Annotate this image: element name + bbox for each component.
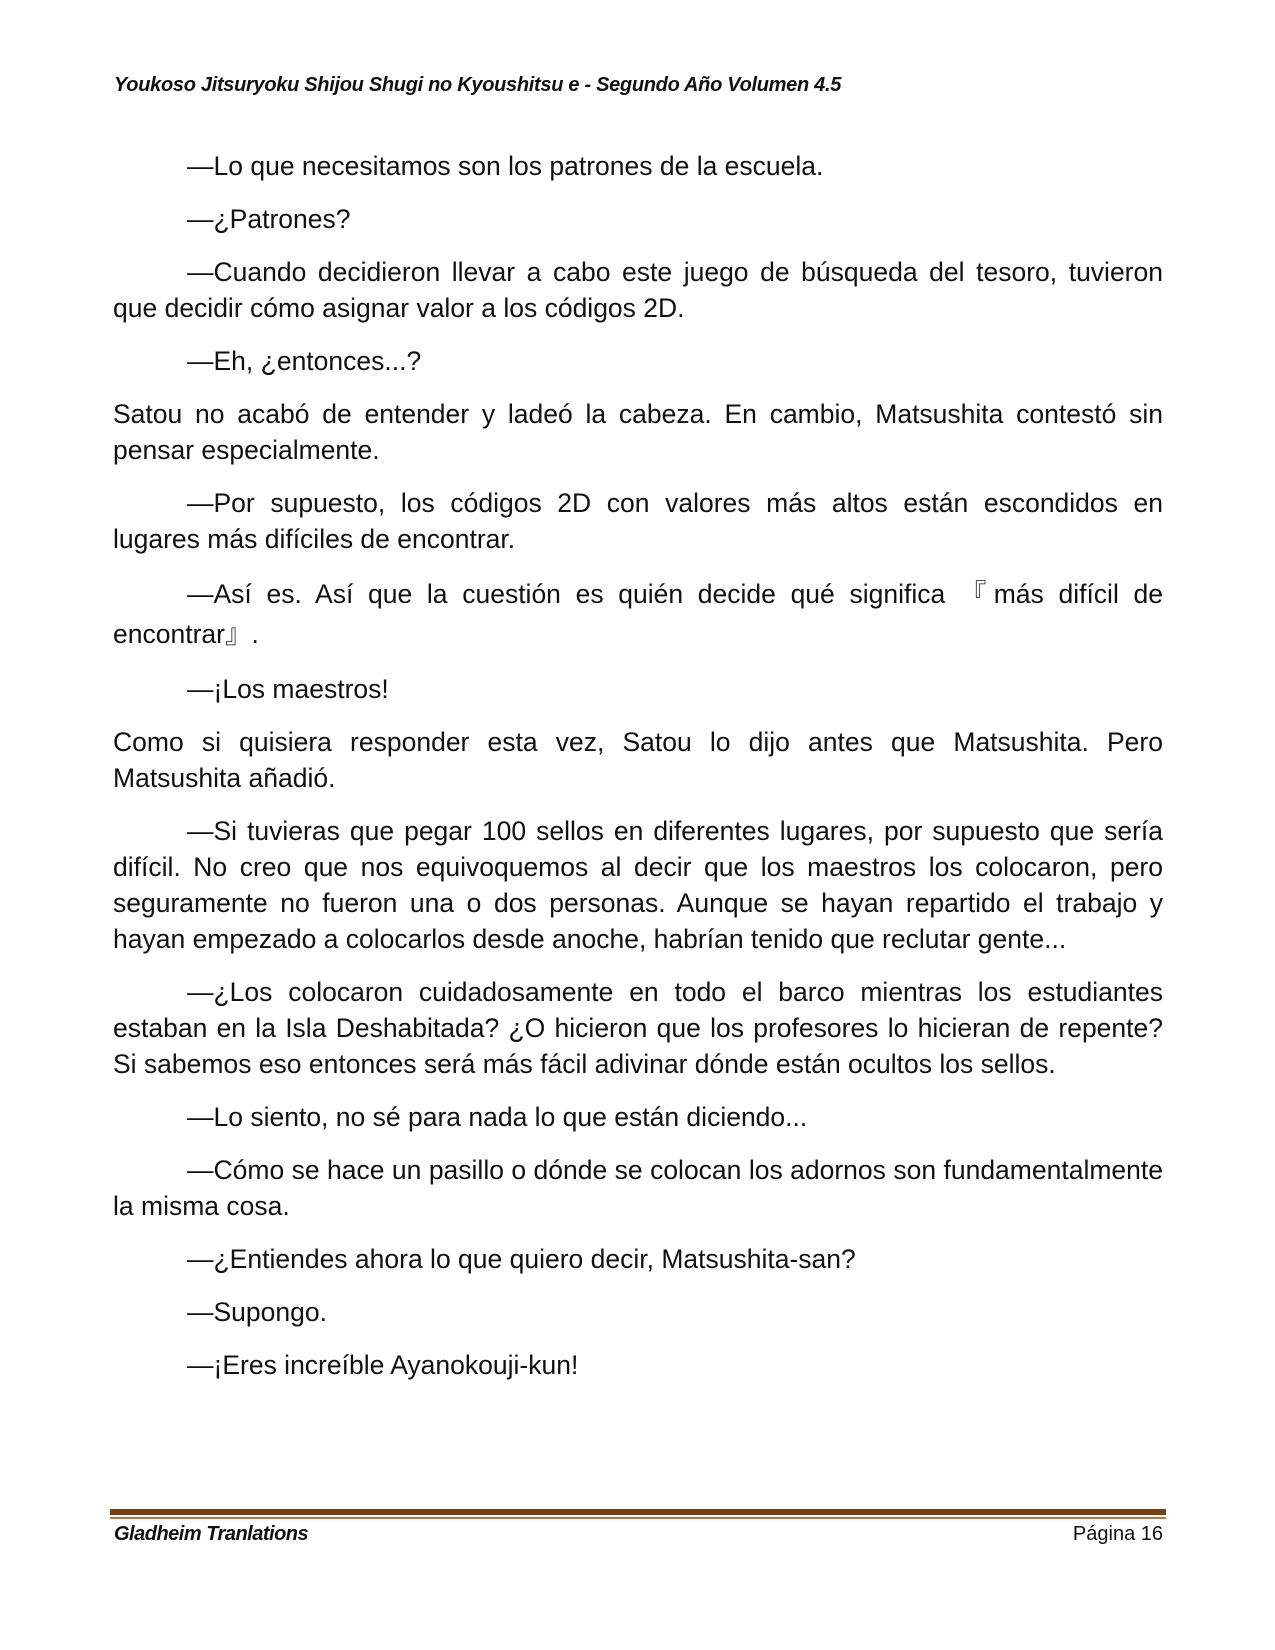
paragraph: —Cuando decidieron llevar a cabo este juego de búsqueda del tesoro, tuvieron que decidir cómo asignar valor a los códigos 2D. <box>113 257 1163 323</box>
paragraph: —Lo siento, no sé para nada lo que están diciendo... <box>187 1102 808 1132</box>
paragraph: —Eh, ¿entonces...? <box>187 346 422 376</box>
footer-divider <box>110 1509 1166 1515</box>
paragraph: —Supongo. <box>187 1297 327 1327</box>
page-number: Página 16 <box>1072 1523 1163 1545</box>
paragraph: —¡Eres increíble Ayanokouji-kun! <box>187 1350 579 1380</box>
paragraph: —Así es. Así que la cuestión es quién decide qué significa 『más difícil de encontrar』. <box>113 579 1163 649</box>
paragraph: —Lo que necesitamos son los patrones de la escuela. <box>187 151 824 181</box>
paragraph: —¿Los colocaron cuidadosamente en todo el barco mientras los estudiantes estaban en la Isla Deshabitada? ¿O hicieron que los profesores lo hicieran de repente? Si sabemos eso entonces será más fácil adivinar dónde están ocultos los sellos. <box>113 977 1163 1079</box>
footer-credit: Gladheim Tranlations <box>114 1523 309 1545</box>
footer-divider-thin <box>110 1517 1166 1519</box>
paragraph: —Si tuvieras que pegar 100 sellos en diferentes lugares, por supuesto que sería difícil. No creo que nos equivoquemos al decir que los maestros los colocaron, pero seguramente no fueron una o dos personas. Aunque se hayan repartido el trabajo y hayan empezado a colocarlos desde anoche, habrían tenido que reclutar gente... <box>113 816 1163 954</box>
page-body <box>113 148 1163 1400</box>
paragraph: —¡Los maestros! <box>187 674 389 704</box>
paragraph: Satou no acabó de entender y ladeó la cabeza. En cambio, Matsushita contestó sin pensar especialmente. <box>113 399 1163 465</box>
paragraph: —Por supuesto, los códigos 2D con valores más altos están escondidos en lugares más difíciles de encontrar. <box>113 488 1163 554</box>
paragraph: —Cómo se hace un pasillo o dónde se colocan los adornos son fundamentalmente la misma cosa. <box>113 1155 1163 1221</box>
paragraph: —¿Entiendes ahora lo que quiero decir, Matsushita-san? <box>187 1244 856 1274</box>
paragraph: Como si quisiera responder esta vez, Satou lo dijo antes que Matsushita. Pero Matsushita añadió. <box>113 727 1163 793</box>
running-header: Youkoso Jitsuryoku Shijou Shugi no Kyoushitsu e - Segundo Año Volumen 4.5 <box>114 74 842 96</box>
paragraph: —¿Patrones? <box>187 204 351 234</box>
